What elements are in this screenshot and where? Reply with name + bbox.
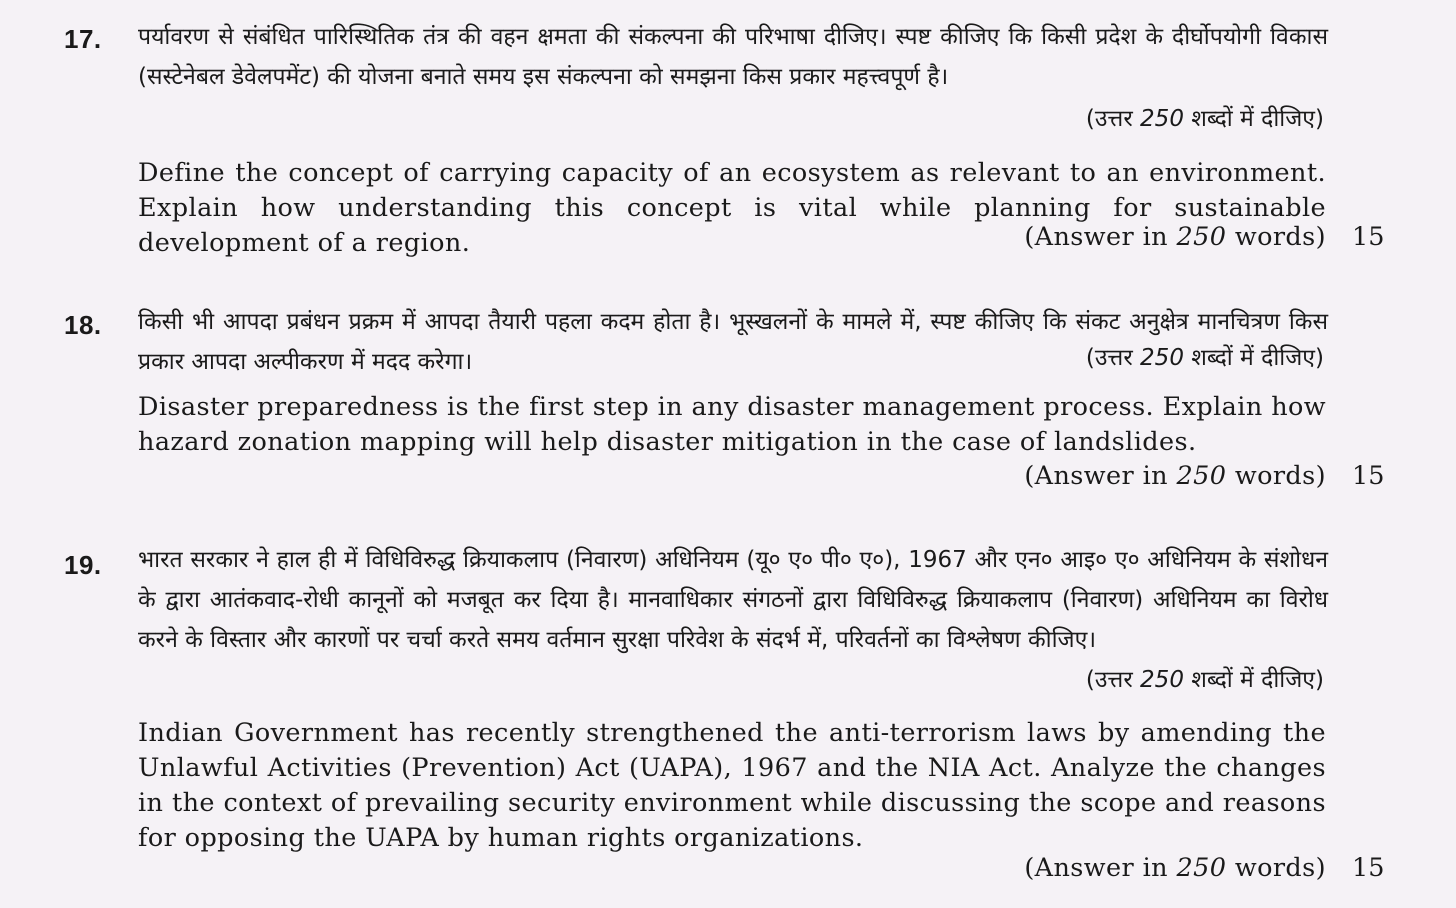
english-word-limit: (Answer in 250 words) bbox=[1024, 222, 1326, 252]
hindi-question-text: पर्यावरण से संबंधित पारिस्थितिक तंत्र की वहन क्षमता की संकल्पना की परिभाषा दीजिए। स्पष्ट कीजिए कि किसी प्रदेश के दीर्घोपयोगी विकास (सस्टेनेबल डेवेलपमेंट) की योजना बनाते समय इस संकल्पना को समझना किस प्रकार महत्त्वपूर्ण है। bbox=[138, 24, 1328, 90]
marks: 15 bbox=[1352, 853, 1385, 883]
question-number: 18. bbox=[64, 310, 102, 340]
hindi-word-limit: (उत्तर 250 शब्दों में दीजिए) bbox=[1085, 106, 1324, 132]
marks: 15 bbox=[1352, 222, 1385, 252]
english-question-text: Indian Government has recently strengthened the anti-terrorism laws by amending the Unlawful Activities (Prevention) Act (UAPA), 1967 and the NIA Act. Analyze the changes in the context of prevailing security environment while discussing the scope and reasons for opposing the UAPA by human rights organizations. bbox=[138, 718, 1326, 853]
hindi-word-limit: (उत्तर 250 शब्दों में दीजिए) bbox=[1085, 345, 1324, 371]
english-word-limit: (Answer in 250 words) bbox=[1024, 461, 1326, 491]
marks: 15 bbox=[1352, 461, 1385, 491]
english-word-limit: (Answer in 250 words) bbox=[1024, 853, 1326, 883]
hindi-question-text: किसी भी आपदा प्रबंधन प्रक्रम में आपदा तैयारी पहला कदम होता है। भूस्खलनों के मामले में, स्पष्ट कीजिए कि संकट अनुक्षेत्र मानचित्रण किस प्रकार आपदा अल्पीकरण में मदद करेगा। bbox=[138, 309, 1328, 375]
english-question-text: Define the concept of carrying capacity of an ecosystem as relevant to an environment. Explain how understanding this concept is vital while planning for sustainable development of a region. bbox=[138, 158, 1326, 258]
hindi-word-limit: (उत्तर 250 शब्दों में दीजिए) bbox=[1085, 667, 1324, 693]
english-question-text: Disaster preparedness is the first step in any disaster management process. Explain how hazard zonation mapping will help disaster mitigation in the case of landslides. bbox=[138, 392, 1326, 457]
hindi-question-text: भारत सरकार ने हाल ही में विधिविरुद्ध क्रियाकलाप (निवारण) अधिनियम (यू० ए० पी० ए०), 1967 और एन० आइ० ए० अधिनियम के संशोधन के द्वारा आतंकवाद-रोधी कानूनों को मजबूत कर दिया है। मानवाधिकार संगठनों द्वारा विधिविरुद्ध क्रियाकलाप (निवारण) अधिनियम का विरोध करने के विस्तार और कारणों पर चर्चा करते समय वर्तमान सुरक्षा परिवेश के संदर्भ में, परिवर्तनों का विश्लेषण कीजिए। bbox=[138, 547, 1328, 653]
question-number: 19. bbox=[64, 550, 102, 580]
question-number: 17. bbox=[64, 24, 102, 54]
